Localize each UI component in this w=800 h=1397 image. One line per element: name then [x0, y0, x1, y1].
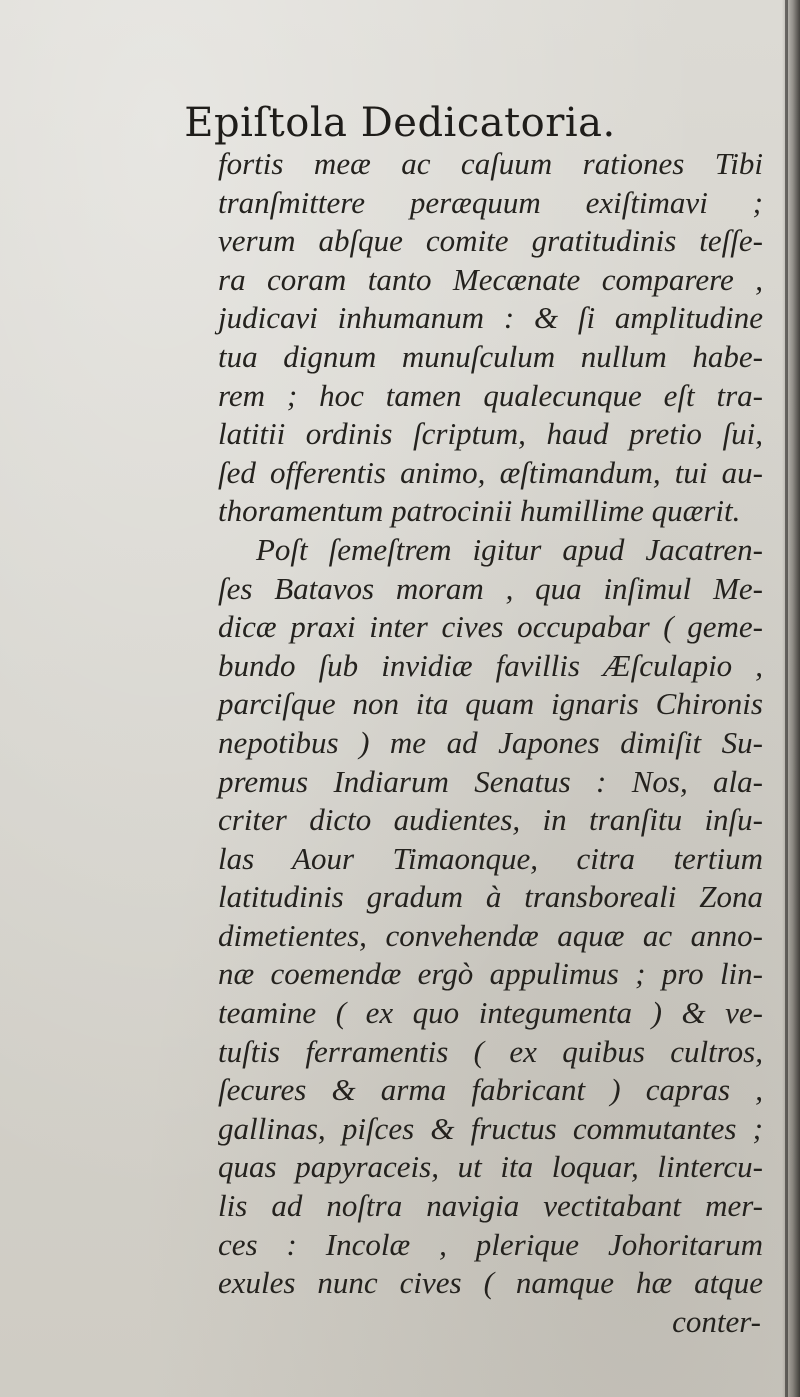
text-line: teamine ( ex quo integumenta ) & ve-	[218, 995, 763, 1031]
text-line: tranſmittere peræquum exiſtimavi ;	[218, 184, 763, 220]
text-line: quas papyraceis, ut ita loquar, lintercu-	[218, 1149, 763, 1185]
text-line: dicæ praxi inter cives occupabar ( geme-	[218, 609, 763, 645]
text-line: verum abſque comite gratitudinis teſſe-	[218, 223, 763, 259]
text-line: exules nunc cives ( namque hæ atque	[218, 1265, 763, 1301]
text-line: judicavi inhumanum : & ſi amplitudine	[218, 300, 763, 336]
text-line: criter dicto audientes, in tranſitu inſu-	[218, 802, 763, 838]
text-line: premus Indiarum Senatus : Nos, ala-	[218, 763, 763, 799]
text-line: ſecures & arma fabricant ) capras ,	[218, 1072, 763, 1108]
text-line: gallinas, piſces & fructus commutantes ;	[218, 1110, 763, 1146]
text-line: ſes Batavos moram , qua inſimul Me-	[218, 570, 763, 606]
text-line: las Aour Timaonque, citra tertium	[218, 840, 763, 876]
page-edge-line	[785, 0, 788, 1397]
text-line: nepotibus ) me ad Japones dimiſit Su-	[218, 724, 763, 760]
text-line: latitii ordinis ſcriptum, haud pretio ſui,	[218, 416, 763, 452]
body-text	[218, 145, 763, 1341]
text-line: Poſt ſemeſtrem igitur apud Jacatren-	[256, 531, 763, 567]
text-line: lis ad noſtra navigia vectitabant mer-	[218, 1188, 763, 1224]
running-header: Epiſtola Dedicatoria.	[184, 100, 616, 146]
text-line: ra coram tanto Mecænate comparere ,	[218, 261, 763, 297]
text-line: rem ; hoc tamen qualecunque eſt tra-	[218, 377, 763, 413]
text-line: bundo ſub invidiæ favillis Æſculapio ,	[218, 647, 763, 683]
text-line: næ coemendæ ergò appulimus ; pro lin-	[218, 956, 763, 992]
text-line: ces : Incolæ , plerique Johoritarum	[218, 1226, 763, 1262]
text-line: tua dignum munuſculum nullum habe-	[218, 338, 763, 374]
text-line: parciſque non ita quam ignaris Chironis	[218, 686, 763, 722]
text-line: ſed offerentis animo, æſtimandum, tui au-	[218, 454, 763, 490]
catchword: conter-	[672, 1303, 761, 1339]
text-line: fortis meæ ac caſuum rationes Tibi	[218, 146, 763, 181]
text-line: thoramentum patrocinii humillime quærit.	[218, 493, 741, 529]
text-line: dimetientes, convehendæ aquæ ac anno-	[218, 917, 763, 953]
text-line: tuſtis ferramentis ( ex quibus cultros,	[218, 1033, 763, 1069]
text-line: latitudinis gradum à transboreali Zona	[218, 879, 763, 915]
